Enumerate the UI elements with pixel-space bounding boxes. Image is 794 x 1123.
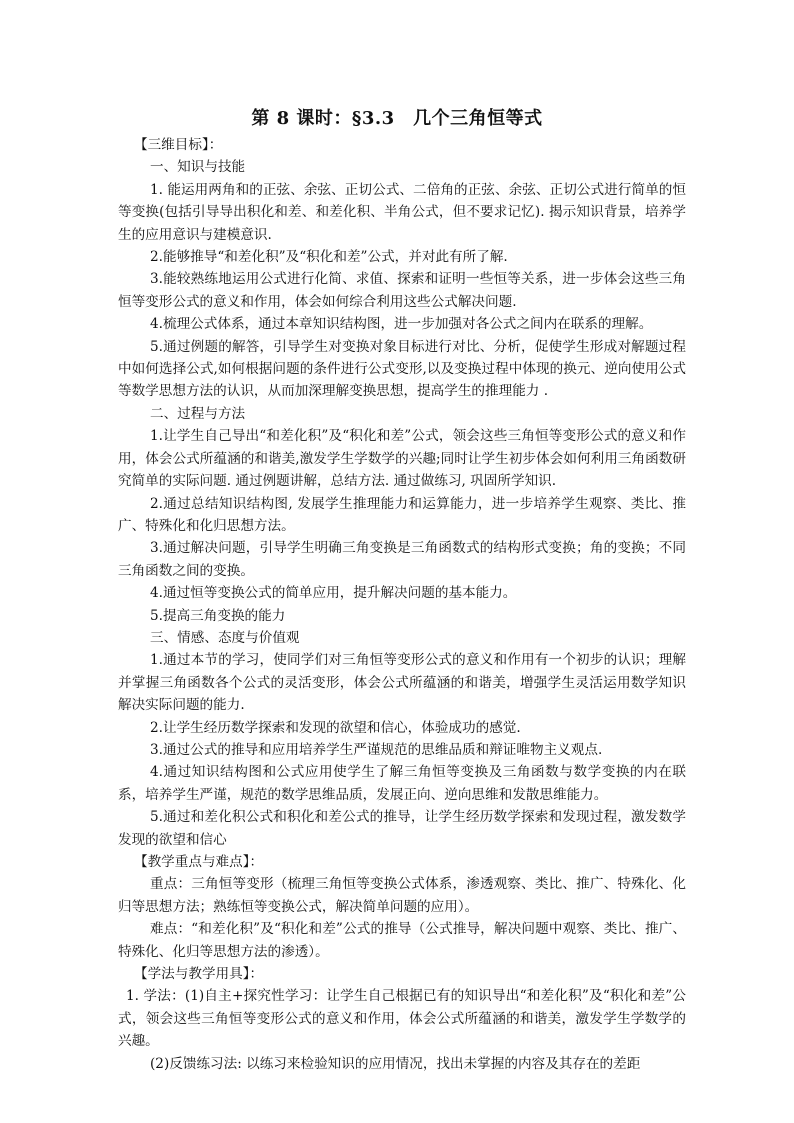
attitude-heading: 三、情感、态度与价值观 (150, 629, 300, 646)
methods-item: 1. 学法：(1)自主+探究性学习：让学生自己根据已有的知识导出“和差化积”及“积化和差”公式，领会这些三角恒等变形公式的意义和作用，体会公式所蕴涵的和谐美，激发学生学数学的兴趣。 (118, 988, 686, 1050)
knowledge-item: 4.梳理公式体系，通过本章知识结构图，进一步加强对各公式之间内在联系的理解。 (150, 316, 653, 333)
process-item: 5.提高三角变换的能力 (150, 607, 286, 624)
process-item: 2.通过总结知识结构图, 发展学生推理能力和运算能力，进一步培养学生观察、类比、推广、特殊化和化归思想方法。 (118, 495, 686, 534)
attitude-item: 5.通过和差化积公式和积化和差公式的推导，让学生经历数学探索和发现过程，激发数学发现的欲望和信心 (118, 809, 686, 848)
methods-heading: 【学法与教学用具】： (134, 966, 264, 983)
knowledge-item: 2.能够推导“和差化积”及“积化和差”公式，并对此有所了解. (150, 249, 508, 266)
process-heading: 二、过程与方法 (150, 405, 246, 422)
knowledge-item: 3.能较熟练地运用公式进行化简、求值、探索和证明一些恒等关系，进一步体会这些三角恒等变形公式的意义和作用，体会如何综合利用这些公式解决问题. (118, 271, 686, 310)
key-point-focus: 重点：三角恒等变形（梳理三角恒等变换公式体系，渗透观察、类比、推广、特殊化、化归等思想方法；熟练恒等变换公式，解决简单问题的应用）。 (118, 876, 686, 915)
knowledge-heading: 一、知识与技能 (150, 159, 246, 176)
key-point-difficulty: 难点：“和差化积”及“积化和差”公式的推导（公式推导，解决问题中观察、类比、推广、特殊化、化归等思想方法的渗透）。 (118, 921, 686, 960)
key-points-heading: 【教学重点与难点】： (134, 854, 264, 870)
attitude-item: 4.通过知识结构图和公式应用使学生了解三角恒等变换及三角函数与数学变换的内在联系，培养学生严谨，规范的数学思维品质，发展正向、逆向思维和发散思维能力。 (118, 764, 686, 803)
attitude-item: 1.通过本节的学习，使同学们对三角恒等变形公式的意义和作用有一个初步的认识；理解并掌握三角函数各个公式的灵活变形，体会公式所蕴涵的和谐美，增强学生灵活运用数学知识解决实际问题的能力. (118, 652, 686, 714)
process-item: 3.通过解决问题，引导学生明确三角变换是三角函数式的结构形式变换；角的变换；不同三角函数之间的变换。 (118, 540, 686, 579)
objectives-heading: 【三维目标】： (134, 137, 223, 153)
process-item: 1.让学生自己导出“和差化积”及“积化和差”公式，领会这些三角恒等变形公式的意义和作用，体会公式所蕴涵的和谐美,激发学生学数学的兴趣;同时让学生初步体会如何利用三角函数研究简单的实际问题. 通过例题讲解，总结方法. 通过做练习, 巩固所学知识. (118, 428, 686, 490)
knowledge-item: 1. 能运用两角和的正弦、余弦、正切公式、二倍角的正弦、余弦、正切公式进行简单的恒等变换(包括引导导出积化和差、和差化积、半角公式，但不要求记忆). 揭示知识背景，培养学生的应用意识与建模意识. (118, 181, 686, 243)
methods-item: (2)反馈练习法: 以练习来检验知识的应用情况，找出未掌握的内容及其存在的差距 (150, 1055, 641, 1072)
page-title: 第 8 课时：§3.3 几个三角恒等式 (251, 108, 543, 129)
attitude-item: 3.通过公式的推导和应用培养学生严谨规范的思维品质和辩证唯物主义观点. (150, 741, 603, 758)
process-item: 4.通过恒等变换公式的简单应用，提升解决问题的基本能力。 (150, 585, 517, 602)
knowledge-item: 5.通过例题的解答，引导学生对变换对象目标进行对比、分析，促使学生形成对解题过程中如何选择公式,如何根据问题的条件进行公式变形,以及变换过程中体现的换元、逆向使用公式等数学思想方法的认识，从而加深理解变换思想，提高学生的推理能力 . (118, 338, 686, 400)
document-body (118, 134, 686, 1075)
attitude-item: 2.让学生经历数学探索和发现的欲望和信心，体验成功的感觉. (150, 719, 521, 736)
